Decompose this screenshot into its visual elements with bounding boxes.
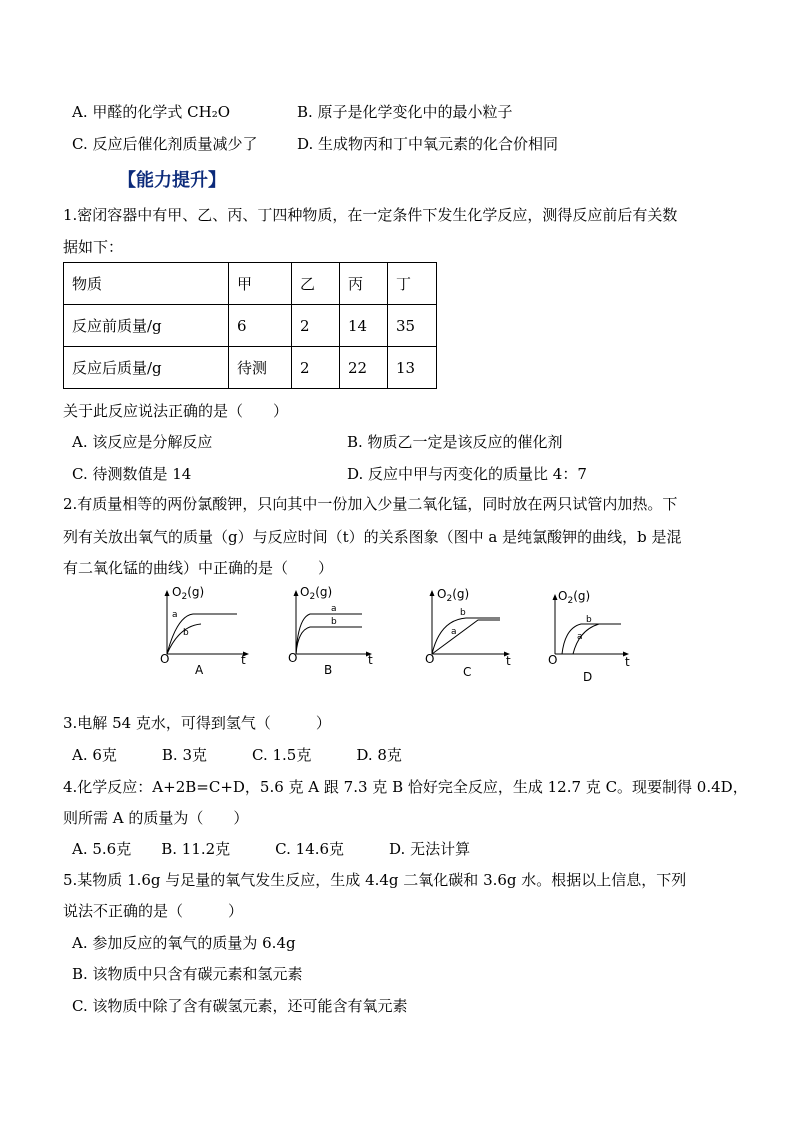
prev-option-a: A. 甲醛的化学式 CH₂O	[72, 103, 231, 121]
q5-line1: 5.某物质 1.6g 与足量的氧气发生反应，生成 4.4g 二氧化碳和 3.6g 水。根据以上信息，下列	[63, 871, 687, 889]
graph-c	[424, 582, 524, 686]
graph-b-xlabel: t	[368, 653, 373, 667]
graph-a-xlabel: t	[241, 653, 246, 667]
q2-line3: 有二氧化锰的曲线）中正确的是（ ）	[63, 559, 334, 577]
graph-d-origin: O	[548, 653, 558, 667]
section-title: 【能力提升】	[118, 170, 226, 191]
q1-option-d: D. 反应中甲与丙变化的质量比 4：7	[347, 465, 587, 483]
graph-d	[545, 586, 645, 690]
prev-option-c: C. 反应后催化剂质量减少了	[72, 135, 258, 153]
q1-option-b: B. 物质乙一定是该反应的催化剂	[347, 433, 563, 451]
graph-a-curve-a-label: a	[172, 610, 178, 620]
q4-line2: 则所需 A 的质量为（ ）	[63, 809, 249, 827]
q5-option-b: B. 该物质中只含有碳元素和氢元素	[72, 965, 303, 983]
table-header-cell: 丙	[340, 263, 388, 305]
graph-b-label: B	[324, 663, 333, 677]
graph-c-origin: O	[425, 652, 435, 666]
q1-stem-line1: 1.密闭容器中有甲、乙、丙、丁四种物质，在一定条件下发生化学反应，测得反应前后有关数	[63, 206, 678, 224]
graph-c-curve-b-label: b	[460, 608, 466, 618]
graph-d-ylabel: $O_2(g)$	[558, 589, 591, 606]
table-cell: 6	[229, 305, 292, 347]
graph-b-curve-b-label: b	[331, 617, 337, 627]
graph-b	[286, 582, 386, 686]
table-header-cell: 丁	[388, 263, 437, 305]
graph-c-xlabel: t	[506, 654, 511, 668]
q3-stem: 3.电解 54 克水，可得到氢气（ ）	[63, 714, 331, 732]
graph-a-label: A	[195, 663, 204, 677]
graph-d-curve-a-label: a	[577, 632, 583, 642]
graph-d-curve-b-label: b	[586, 615, 592, 625]
q4-options: A. 5.6克 B. 11.2克 C. 14.6克 D. 无法计算	[72, 840, 471, 858]
graph-c-curve-a-label: a	[451, 627, 457, 637]
q1-option-c: C. 待测数值是 14	[72, 465, 192, 483]
table-header-row	[64, 263, 437, 305]
table-cell: 2	[292, 305, 340, 347]
q1-option-a: A. 该反应是分解反应	[72, 433, 213, 451]
table-cell: 22	[340, 347, 388, 389]
q2-line2: 列有关放出氧气的质量（g）与反应时间（t）的关系图象（图中 a 是纯氯酸钾的曲线，b 是混	[63, 528, 682, 546]
graph-b-ylabel: $O_2(g)$	[300, 585, 333, 602]
table-header-cell: 乙	[292, 263, 340, 305]
q1-stem-line2: 据如下：	[63, 238, 124, 256]
table-cell: 2	[292, 347, 340, 389]
q5-option-c: C. 该物质中除了含有碳氢元素，还可能含有氧元素	[72, 997, 408, 1015]
q1-data-table	[63, 262, 437, 389]
graph-c-label: C	[463, 665, 472, 679]
graph-b-origin: O	[288, 651, 298, 665]
graph-c-svg	[424, 582, 524, 682]
table-cell: 14	[340, 305, 388, 347]
graph-b-curve-a-label: a	[331, 604, 337, 614]
graph-c-ylabel: $O_2(g)$	[437, 587, 470, 604]
table-cell: 35	[388, 305, 437, 347]
table-row	[64, 347, 437, 389]
q4-line1: 4.化学反应：A+2B=C+D，5.6 克 A 跟 7.3 克 B 恰好完全反应，生成 12.7 克 C。现要制得 0.4D，	[63, 778, 748, 796]
table-header-cell: 甲	[229, 263, 292, 305]
graph-a	[155, 582, 255, 686]
table-row	[64, 305, 437, 347]
table-cell: 反应前质量/g	[64, 305, 229, 347]
graph-a-origin: O	[160, 652, 170, 666]
graph-d-xlabel: t	[625, 655, 630, 669]
graph-d-label: D	[583, 670, 593, 684]
q2-line1: 2.有质量相等的两份氯酸钾，只向其中一份加入少量二氧化锰，同时放在两只试管内加热。下	[63, 495, 678, 513]
q3-options: A. 6克 B. 3克 C. 1.5克 D. 8克	[72, 746, 402, 764]
table-header-cell: 物质	[64, 263, 229, 305]
q1-question: 关于此反应说法正确的是（ ）	[63, 402, 289, 420]
q5-option-a: A. 参加反应的氧气的质量为 6.4g	[72, 934, 296, 952]
graph-b-svg	[286, 582, 386, 682]
graph-a-svg	[155, 582, 255, 682]
table-cell: 待测	[229, 347, 292, 389]
graph-a-ylabel: $O_2(g)$	[172, 585, 205, 602]
table-cell: 反应后质量/g	[64, 347, 229, 389]
prev-option-b: B. 原子是化学变化中的最小粒子	[297, 103, 513, 121]
table-cell: 13	[388, 347, 437, 389]
prev-option-d: D. 生成物丙和丁中氧元素的化合价相同	[297, 135, 559, 153]
q5-line2: 说法不正确的是（ ）	[63, 902, 244, 920]
graph-a-curve-b-label: b	[183, 628, 189, 638]
graph-d-svg	[545, 586, 645, 686]
